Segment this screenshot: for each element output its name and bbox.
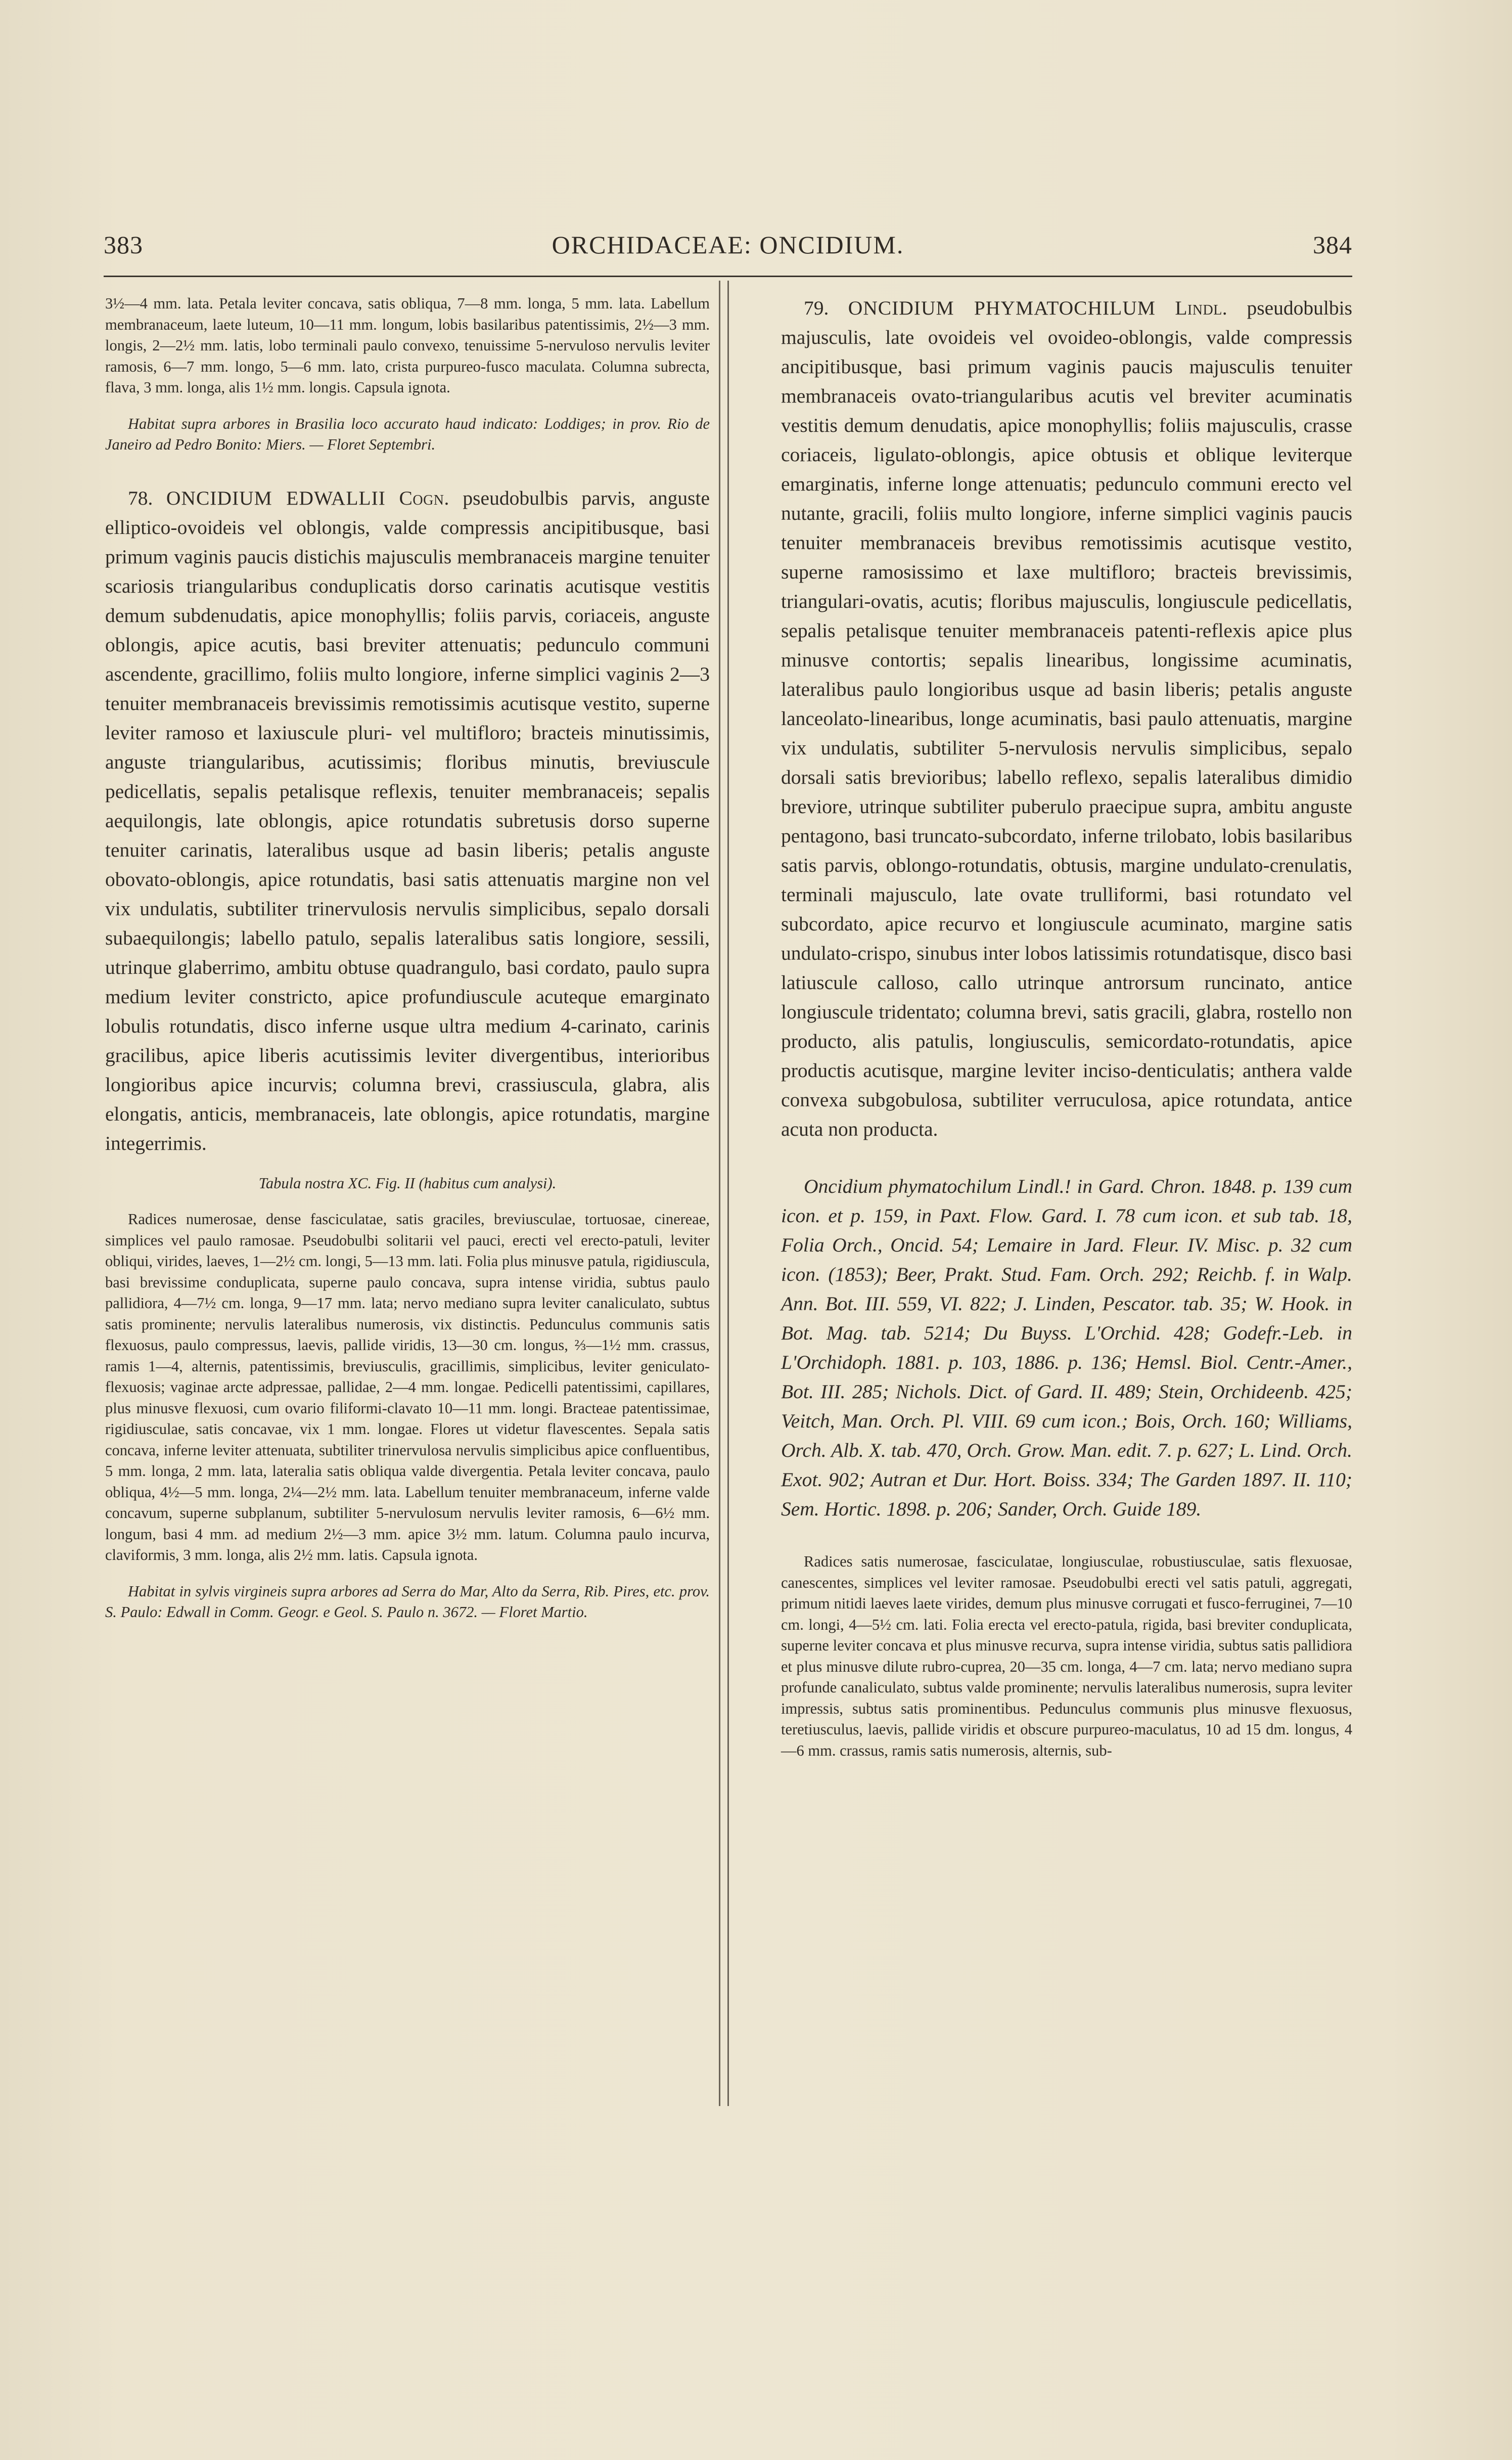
right-column	[781, 293, 1352, 1761]
page-number-right: 384	[1313, 231, 1352, 259]
tabula-reference: Tabula nostra XC. Fig. II (habitus cum analysi).	[258, 1174, 557, 1192]
header-rule	[104, 276, 1352, 277]
running-header	[104, 230, 1352, 271]
habitat-note-1: Habitat supra arbores in Brasilia loco accurato haud indicato: Loddiges; in prov. Rio de Janeiro ad Pedro Bonito: Miers. — Floret Septembri.	[105, 415, 710, 453]
species-79-number: 79.	[804, 297, 829, 319]
species-79-name: ONCIDIUM PHYMATOCHILUM	[848, 297, 1156, 319]
species-78-text: pseudobulbis parvis, anguste elliptico-ovoideis vel oblongis, valde compressis ancipitibusque, basi primum vaginis paucis distichis majusculis membranaceis margine tenuiter scariosis triangularibus conduplicatis dorso carinatis acutisque vestitis demum subdenudatis, apice monophyllis; foliis parvis, coriaceis, anguste oblongis, apice acutis, basi breviter attenuatis; pedunculo communi ascendente, gracillimo, foliis multo longiore, inferne simplici vaginis 2—3 tenuiter membranaceis brevissimis remotissimis acutisque vestito, superne leviter ramoso et laxiuscule pluri- vel multifloro; bracteis minutissimis, anguste triangularibus, acutissimis; floribus minutis, breviuscule pedicellatis, sepalis petalisque reflexis, tenuiter membranaceis; sepalis aequilongis, late oblongis, apice rotundatis subretusis dorso superne tenuiter carinatis, lateralibus usque ad basin liberis; petalis anguste obovato-oblongis, apice rotundatis, basi satis attenuatis margine non vel vix undulatis, subtiliter trinervulosis nervulis simplicibus, sepalo dorsali subaequilongis; labello patulo, sepalis lateralibus satis longiore, sessili, utrinque glaberrimo, ambitu obtuse quadrangulo, basi cordato, paulo supra medium leviter constricto, apice profundiuscule acuteque emarginato lobulis rotundatis, disco inferne usque ultra medium 4-carinato, carinis gracilibus, apice liberis acutissimis leviter divergentibus, interioribus longioribus apice incurvis; columna brevi, crassiuscula, glabra, alis elongatis, anticis, membranaceis, late oblongis, apice rotundatis, margine integerrimis.	[105, 486, 710, 1154]
species-78-details: Radices numerosae, dense fasciculatae, satis graciles, breviusculae, tortuosae, cinereae, simplices vel paulo ramosae. Pseudobulbi solitarii vel pauci, erecti vel erecto-patuli, leviter obliqui, virides, laeves, 1—2½ cm. longi, 5—13 mm. lati. Folia plus minusve patula, rigidiuscula, basi brevissime conduplicata, superne paulo concava, supra intense viridia, subtus paulo pallidiora, 4—7½ cm. longa, 9—17 mm. lata; nervo mediano supra leviter canaliculato, subtus satis prominente; nervulis lateralibus numerosis, vix distinctis. Pedunculus communis satis flexuosus, paulo compressus, laevis, pallide viridis, 13—30 cm. longus, ⅔—1½ mm. crassus, ramis 1—4, alternis, patentissimis, breviusculis, gracillimis, simplicibus, leviter geniculato-flexuosis; vaginae arcte adpressae, pallidae, 2—4 mm. longae. Pedicelli patentissimi, capillares, plus minusve flexuosi, cum ovario filiformi-clavato 10—11 mm. longi. Bracteae patentissimae, rigidiusculae, satis concavae, vix 1 mm. longae. Flores ut videtur flavescentes. Sepala satis concava, inferne leviter attenuata, subtiliter trinervulosa nervulis simplicibus apice confluentibus, 5 mm. longa, 2 mm. lata, lateralia satis obliqua valde divergentia. Petala leviter concava, paulo obliqua, 4½—5 mm. longa, 2¼—2½ mm. lata. Labellum tenuiter membranaceum, inferne valde concavum, superne subplanum, subtiliter 5-nervulosum nervulis leviter ramosis, 6—6½ mm. longum, basi 4 mm. ad medium 2½—3 mm. apice 3½ mm. latum. Columna paulo incurva, claviformis, 3 mm. longa, alis 2½ mm. latis. Capsula ignota.	[105, 1211, 710, 1563]
species-79-references: Oncidium phymatochilum Lindl.! in Gard. Chron. 1848. p. 139 cum icon. et p. 159, in Paxt. Flow. Gard. I. 78 cum icon. et sub tab. 18, Folia Orch., Oncid. 54; Lemaire in Jard. Fleur. IV. Misc. p. 32 cum icon. (1853); Beer, Prakt. Stud. Fam. Orch. 292; Reichb. f. in Walp. Ann. Bot. III. 559, VI. 822; J. Linden, Pescator. tab. 35; W. Hook. in Bot. Mag. tab. 5214; Du Buyss. L'Orchid. 428; Godefr.-Leb. in L'Orchidoph. 1881. p. 103, 1886. p. 136; Hemsl. Biol. Centr.-Amer., Bot. III. 285; Nichols. Dict. of Gard. II. 489; Stein, Orchideenb. 425; Veitch, Man. Orch. Pl. VIII. 69 cum icon.; Bois, Orch. 160; Williams, Orch. Alb. X. tab. 470, Orch. Grow. Man. edit. 7. p. 627; L. Lind. Orch. Exot. 902; Autran et Dur. Hort. Boiss. 334; The Garden 1897. II. 110; Sem. Hortic. 1898. p. 206; Sander, Orch. Guide 189.	[781, 1175, 1352, 1520]
column-separator	[719, 281, 729, 2106]
continuation-text: 3½—4 mm. lata. Petala leviter concava, satis obliqua, 7—8 mm. longa, 5 mm. lata. Labellum membranaceum, laete luteum, 10—11 mm. longum, lobis basilaribus patentissimis, 2½—3 mm. longis, 2—2½ mm. latis, lobo terminali paulo convexo, tenuissime 5-nervuloso nervulis leviter ramosis, 6—7 mm. longo, 5—6 mm. lato, crista purpureo-fusco maculata. Columna subrecta, flava, 3 mm. longa, alis 1½ mm. longis. Capsula ignota.	[105, 295, 710, 396]
left-column	[105, 293, 710, 1623]
species-79-author: Lindl.	[1175, 297, 1228, 319]
species-79-details: Radices satis numerosae, fasciculatae, longiusculae, robustiusculae, satis flexuosae, canescentes, simplices vel leviter ramosae. Pseudobulbi erecti vel satis patuli, aggregati, primum nitidi laeves laete virides, demum plus minusve corrugati et fusco-ferruginei, 7—10 cm. longi, 4—5½ cm. lati. Folia erecta vel erecto-patula, rigida, basi breviter conduplicata, superne leviter concava et plus minusve recurva, supra intense viridia, subtus satis pallidiora et plus minusve dilute rubro-cuprea, 20—35 cm. longa, 4—7 cm. lata; nervo mediano supra profunde canaliculato, subtus valde prominente; nervulis lateralibus numerosis, supra leviter impressis, subtus satis prominentibus. Pedunculus communis plus minusve flexuosus, teretiusculus, laevis, pallide viridis et obscure purpureo-maculatus, 10 ad 15 dm. longus, 4—6 mm. crassus, ramis satis numerosis, alternis, sub-	[781, 1553, 1352, 1759]
species-78-name: ONCIDIUM EDWALLII	[166, 486, 386, 509]
species-78-description	[105, 483, 710, 1158]
page-number-left: 383	[104, 231, 143, 259]
species-78-author: Cogn.	[399, 486, 449, 509]
species-78-number: 78.	[128, 486, 153, 509]
species-79-text: pseudobulbis majusculis, late ovoideis vel ovoideo-oblongis, valde compressis ancipitibusque, basi primum vaginis paucis majusculis tenuiter membranaceis ovato-triangularibus acutis vel breviter acuminatis vestitis demum denudatis, apice monophyllis; foliis majusculis, crasse coriaceis, ligulato-oblongis, apice obtusis et oblique leviterque emarginatis, inferne longe attenuatis; pedunculo communi erecto vel nutante, gracili, foliis multo longiore, inferne simplici vaginis paucis tenuiter membranaceis brevibus remotissimis acutisque vestito, superne ramosissimo et laxe multifloro; bracteis brevissimis, triangulari-ovatis, acutis; floribus majusculis, longiuscule pedicellatis, sepalis petalisque tenuiter membranaceis patenti-reflexis apice plus minusve contortis; sepalis linearibus, longissime acuminatis, lateralibus paulo longioribus usque ad basin liberis; petalis anguste lanceolato-linearibus, longe acuminatis, basi paulo attenuatis, margine vix undulatis, subtiliter 5-nervulosis nervulis simplicibus, sepalo dorsali satis brevioribus; labello reflexo, sepalis lateralibus dimidio breviore, utrinque subtiliter puberulo praecipue supra, ambitu anguste pentagono, basi truncato-subcordato, inferne trilobato, lobis basilaribus satis parvis, oblongo-rotundatis, obtusis, margine undulato-crenulatis, terminali majusculo, late ovate trulliformi, basi rotundato vel subcordato, apice recurvo et longiuscule acuminato, margine satis undulato-crispo, sinubus inter lobos latissimis rotundatisque, disco basi latiuscule calloso, callo utrinque antrorsum runcinato, antice longiuscule tridentato; columna brevi, satis gracili, glabra, rostello non producto, alis patulis, longiusculis, semicordato-rotundatis, apice productis acutisque, margine leviter inciso-denticulatis; anthera valde convexa subgobulosa, subtiliter verruculosa, apice rotundata, antice acuta non producta.	[781, 297, 1353, 1140]
species-79-description	[781, 293, 1352, 1144]
running-title: ORCHIDACEAE: ONCIDIUM.	[552, 231, 904, 259]
habitat-note-2: Habitat in sylvis virgineis supra arbores ad Serra do Mar, Alto da Serra, Rib. Pires, etc. prov. S. Paulo: Edwall in Comm. Geogr. e Geol. S. Paulo n. 3672. — Floret Martio.	[105, 1582, 710, 1621]
